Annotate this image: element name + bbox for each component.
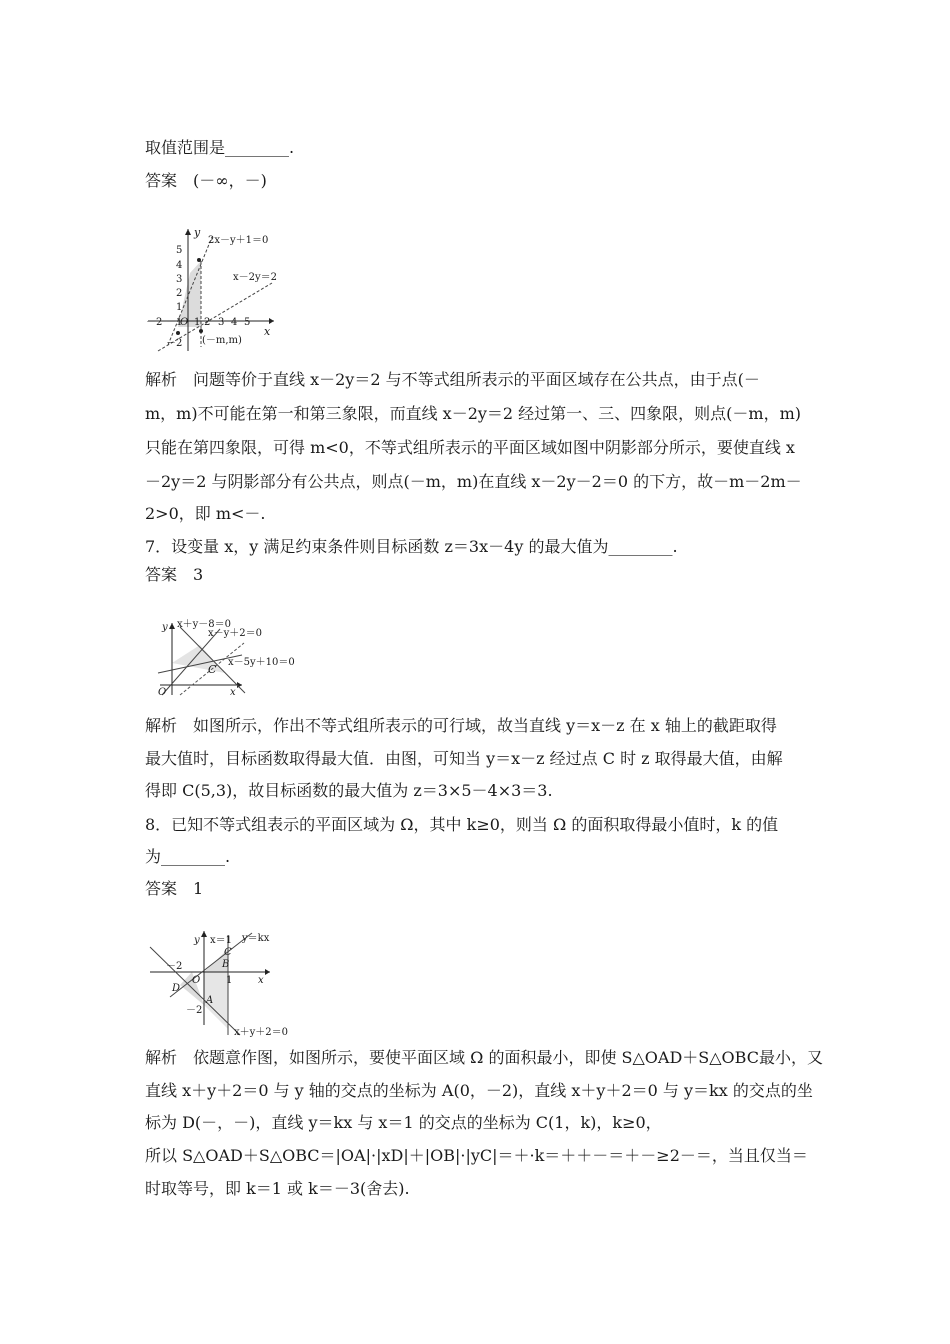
y-tick: 4 bbox=[176, 260, 183, 271]
point-d-label: D bbox=[172, 983, 181, 994]
text-line: 得即 C(5,3)，故目标函数的最大值为 z＝3×5－4×3＝3. bbox=[145, 781, 553, 800]
dot-left bbox=[176, 331, 180, 335]
y-tick: 2 bbox=[176, 288, 183, 299]
origin-label: O bbox=[192, 975, 201, 986]
analysis-line: 解析 问题等价于直线 x－2y＝2 与不等式组所表示的平面区域存在公共点，由于点(－ bbox=[145, 370, 760, 389]
x-axis-label: x bbox=[264, 325, 271, 338]
analysis-line: 解析 依题意作图，如图所示，要使平面区域 Ω 的面积最小，即使 S△OAD＋S△OBC最小，又 bbox=[145, 1048, 823, 1067]
text-line: 只能在第四象限，可得 m<0，不等式组所表示的平面区域如图中阴影部分所示，要使直线 x bbox=[145, 438, 795, 457]
origin-label: O bbox=[180, 317, 189, 328]
x-tick: 1 bbox=[194, 317, 201, 328]
origin-label: O bbox=[158, 687, 167, 698]
answer-line: 答案 1 bbox=[145, 879, 204, 898]
point-label: (－m,m) bbox=[202, 335, 242, 346]
x-tick: 5 bbox=[244, 317, 251, 328]
line-label-c: x－5y＋10＝0 bbox=[228, 657, 295, 668]
x-tick: 2 bbox=[204, 317, 211, 328]
line-label-c: x＋y＋2＝0 bbox=[234, 1027, 289, 1038]
x-axis-arrow bbox=[269, 318, 274, 324]
y-axis-arrow bbox=[169, 623, 175, 629]
y-tick: －2 bbox=[166, 338, 183, 349]
text-line: 直线 x＋y＋2＝0 与 y 轴的交点的坐标为 A(0，－2)，直线 x＋y＋2＝0 与 y＝kx 的交点的坐 bbox=[145, 1081, 813, 1100]
line-label-a: x＋y－8＝0 bbox=[177, 619, 232, 630]
text-line: 最大值时，目标函数取得最大值．由图，可知当 y＝x－z 经过点 C 时 z 取得最大值，由解 bbox=[145, 749, 783, 768]
y-tick-neg: －2 bbox=[186, 1005, 203, 1016]
point-neg-m-m-dot bbox=[199, 329, 203, 333]
y-tick: 3 bbox=[176, 274, 183, 285]
text-line: 取值范围是________. bbox=[145, 138, 295, 157]
y-tick: 5 bbox=[176, 245, 183, 256]
y-axis-arrow bbox=[185, 229, 191, 235]
line-label-a: x＝1 bbox=[210, 935, 233, 946]
text-line: －2y＝2 与阴影部分有公共点，则点(－m，m)在直线 x－2y－2＝0 的下方，故－m－2m－ bbox=[145, 472, 802, 491]
y-tick: 1 bbox=[176, 302, 183, 313]
figure-1-graph bbox=[140, 225, 290, 355]
figure-3-graph bbox=[140, 925, 300, 1040]
point-c-label: C bbox=[224, 947, 232, 958]
point-b-label: B bbox=[222, 959, 230, 970]
text-line: m，m)不可能在第一和第三象限，而直线 x－2y＝2 经过第一、三、四象限，则点(－m，m) bbox=[145, 404, 802, 423]
point-a-label: A bbox=[206, 995, 214, 1006]
x-tick: 3 bbox=[218, 317, 225, 328]
x-axis-label: x bbox=[258, 975, 264, 986]
line-label-b: y＝kx bbox=[242, 933, 270, 944]
point-c-label: C bbox=[208, 663, 217, 676]
y-axis-arrow bbox=[201, 931, 207, 937]
question-8: 8．已知不等式组表示的平面区域为 Ω，其中 k≥0，则当 Ω 的面积取得最小值时，k 的值 bbox=[145, 815, 779, 834]
x-tick: 4 bbox=[231, 317, 238, 328]
y-axis-label: y bbox=[194, 226, 201, 239]
x-tick: －2 bbox=[146, 317, 163, 328]
x-tick-pos: 1 bbox=[226, 975, 233, 986]
text-line: 所以 S△OAD＋S△OBC＝|OA|·|xD|＋|OB|·|yC|＝＋·k＝＋＋－＝＋－≥2－＝，当且仅当＝ bbox=[145, 1146, 808, 1165]
answer-line: 答案 3 bbox=[145, 565, 204, 584]
text-line: 时取等号，即 k＝1 或 k＝－3(舍去). bbox=[145, 1179, 410, 1198]
line-label-b: x－y＋2＝0 bbox=[208, 628, 263, 639]
x-axis-arrow bbox=[265, 969, 270, 975]
answer-line: 答案 (－∞，－) bbox=[145, 171, 267, 190]
x-tick-neg: －2 bbox=[166, 961, 183, 972]
text-line: 2>0，即 m<－. bbox=[145, 504, 266, 523]
line-label-a: 2x－y＋1＝0 bbox=[208, 235, 269, 246]
line-label-b: x－2y＝2 bbox=[233, 272, 278, 283]
text-line: 为________. bbox=[145, 847, 231, 866]
intersection-dot bbox=[197, 258, 201, 262]
figure-2-graph bbox=[150, 615, 310, 700]
analysis-line: 解析 如图所示，作出不等式组所表示的可行域，故当直线 y＝x－z 在 x 轴上的截距取得 bbox=[145, 716, 777, 735]
y-axis-label: y bbox=[194, 935, 200, 946]
question-7: 7．设变量 x，y 满足约束条件则目标函数 z＝3x－4y 的最大值为________. bbox=[145, 537, 678, 556]
x-axis-label: x bbox=[230, 687, 236, 698]
x-tick: －1 bbox=[166, 317, 183, 328]
text-line: 标为 D(－，－)，直线 y＝kx 与 x＝1 的交点的坐标为 C(1，k)，k≥0， bbox=[145, 1113, 662, 1132]
y-axis-label: y bbox=[162, 622, 168, 633]
